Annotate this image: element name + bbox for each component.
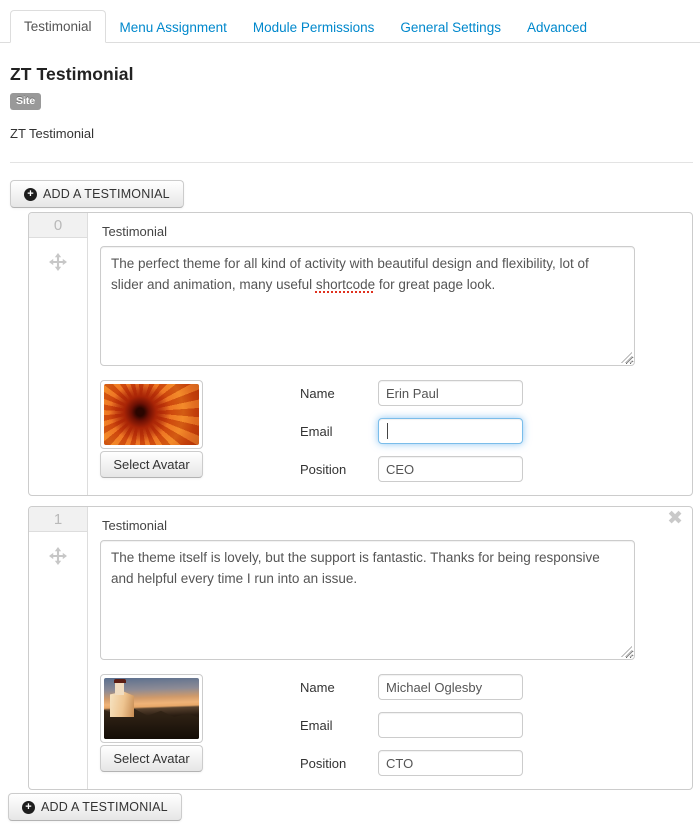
- tab-menu-assignment[interactable]: Menu Assignment: [119, 20, 227, 35]
- testimonial-item-0: [28, 212, 693, 496]
- position-input[interactable]: [378, 456, 523, 482]
- module-description: ZT Testimonial: [10, 126, 95, 141]
- avatar-thumbnail: [100, 380, 203, 449]
- add-testimonial-label: ADD A TESTIMONIAL: [41, 800, 168, 814]
- page-title: ZT Testimonial: [10, 64, 134, 84]
- text-caret: [387, 423, 388, 439]
- testimonial-item-1: [28, 506, 693, 790]
- position-label: Position: [300, 755, 347, 771]
- email-input[interactable]: [378, 418, 523, 444]
- name-label: Name: [300, 385, 335, 401]
- tab-panel-testimonial: [0, 64, 700, 821]
- name-label: Name: [300, 679, 335, 695]
- add-testimonial-button-top[interactable]: [10, 180, 184, 208]
- position-input[interactable]: [378, 750, 523, 776]
- name-input[interactable]: [378, 674, 523, 700]
- testimonial-textarea[interactable]: The perfect theme for all kind of activity with beautiful design and flexibility, lot of slider and animation, many useful shortcode for great page look.: [100, 246, 635, 366]
- item-1-index: 1: [29, 507, 87, 532]
- avatar-thumbnail: [100, 674, 203, 743]
- testimonial-textarea[interactable]: The theme itself is lovely, but the support is fantastic. Thanks for being responsive and helpful every time I run into an issue.: [100, 540, 635, 660]
- tab-module-permissions[interactable]: Module Permissions: [252, 20, 375, 35]
- item-0-handle-column: [29, 213, 88, 495]
- plus-circle-icon: +: [24, 188, 37, 201]
- email-label: Email: [300, 717, 333, 733]
- tab-advanced[interactable]: Advanced: [526, 20, 587, 35]
- email-input[interactable]: [378, 712, 523, 738]
- lighthouse-tower: [115, 682, 124, 695]
- lighthouse-building: [110, 691, 135, 717]
- item-0-index: 0: [29, 213, 87, 238]
- avatar-image-orange-flower: [104, 384, 199, 445]
- email-label: Email: [300, 423, 333, 439]
- avatar-image-lighthouse: [104, 678, 199, 739]
- drag-handle-icon[interactable]: [49, 253, 67, 271]
- remove-item-icon[interactable]: ✖: [667, 508, 683, 529]
- tab-general-settings[interactable]: General Settings: [400, 20, 501, 35]
- select-avatar-button[interactable]: Select Avatar: [100, 451, 203, 478]
- item-1-handle-column: [29, 507, 88, 789]
- position-label: Position: [300, 461, 347, 477]
- plus-circle-icon: +: [22, 801, 35, 814]
- add-testimonial-button-bottom[interactable]: [8, 793, 182, 821]
- site-badge: Site: [10, 93, 41, 110]
- testimonial-field-label: Testimonial: [102, 518, 168, 533]
- tab-testimonial[interactable]: Testimonial: [10, 10, 106, 43]
- add-testimonial-label: ADD A TESTIMONIAL: [43, 187, 170, 201]
- name-input[interactable]: [378, 380, 523, 406]
- divider: [10, 162, 693, 163]
- testimonial-field-label: Testimonial: [102, 224, 168, 239]
- drag-handle-icon[interactable]: [49, 547, 67, 565]
- lighthouse-roof: [114, 679, 126, 683]
- select-avatar-button[interactable]: Select Avatar: [100, 745, 203, 772]
- tab-bar: [0, 0, 700, 43]
